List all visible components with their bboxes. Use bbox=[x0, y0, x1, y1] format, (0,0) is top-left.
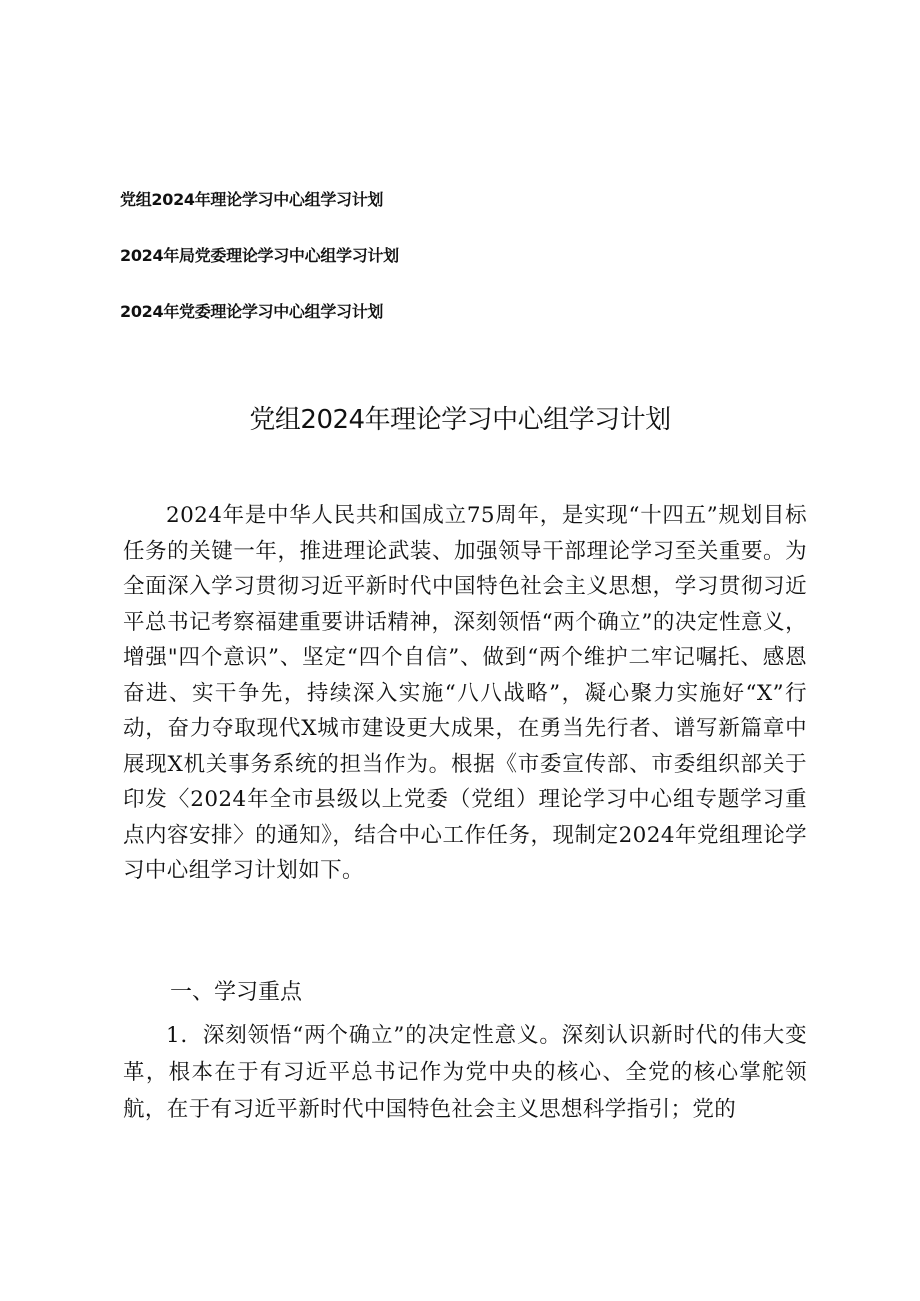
toc-item: 党组2024年理论学习中心组学习计划 bbox=[120, 190, 384, 209]
intro-paragraph: 2024年是中华人民共和国成立75周年，是实现“十四五”规划目标任务的关键一年，推进理论武装、加强领导干部理论学习至关重要。为全面深入学习贯彻习近平新时代中国特色社会主义思想，学习贯彻习近平总书记考察福建重要讲话精神，深刻领悟“两个确立”的决定性意义，增强"四个意识”、坚定“四个自信”、做到“两个维护二牢记嘱托、感恩奋进、实干争先，持续深入实施“八八战略”，凝心聚力实施好“X”行动，奋力夺取现代X城市建设更大成果，在勇当先行者、谱写新篇章中展现X机关事务系统的担当作为。根据《市委宣传部、市委组织部关于印发〈2024年全市县级以上党委（党组）理论学习中心组专题学习重点内容安排〉的通知》，结合中心工作任务，现制定2024年党组理论学习中心组学习计划如下。 bbox=[123, 503, 807, 883]
toc-item: 2024年党委理论学习中心组学习计划 bbox=[120, 302, 384, 321]
toc-item: 2024年局党委理论学习中心组学习计划 bbox=[120, 246, 399, 265]
point-paragraph: 1．深刻领悟“两个确立”的决定性意义。深刻认识新时代的伟大变革，根本在于有习近平总书记作为党中央的核心、全党的核心掌舵领航，在于有习近平新时代中国特色社会主义思想科学指引；党的 bbox=[123, 1023, 807, 1122]
section-heading: 一、学习重点 bbox=[170, 980, 303, 1005]
table-of-contents bbox=[120, 186, 399, 354]
document-title: 党组2024年理论学习中心组学习计划 bbox=[249, 405, 671, 435]
